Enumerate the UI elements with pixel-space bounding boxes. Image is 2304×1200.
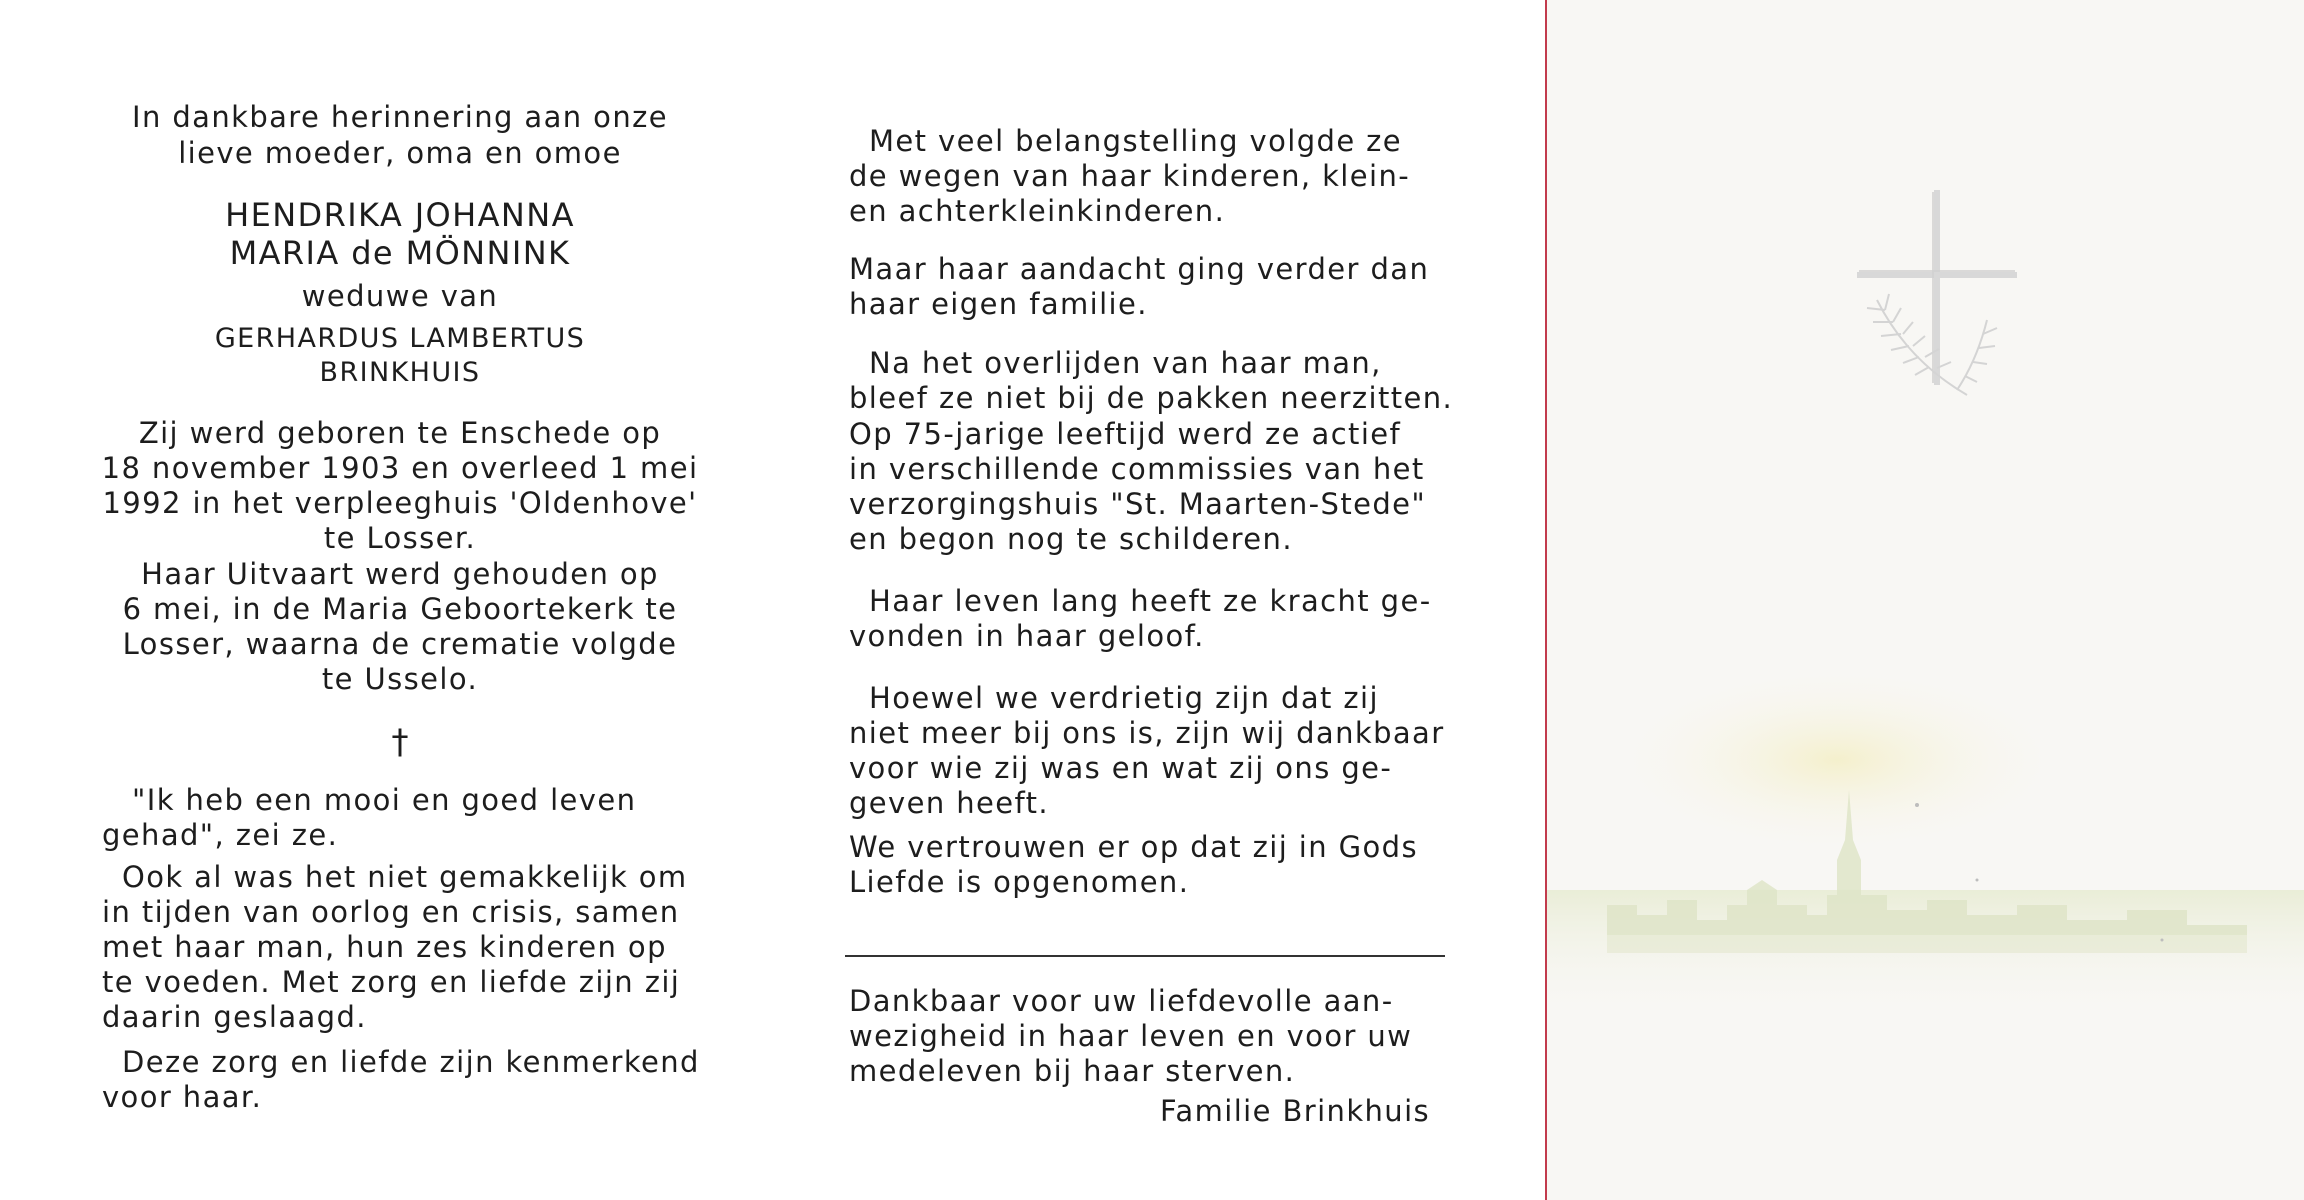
r-paragraph-3-line-1: Na het overlijden van haar man,	[869, 346, 1382, 380]
birth-death-line-1: Zij werd geboren te Enschede op	[138, 416, 662, 450]
quote-line-2: gehad", zei ze.	[102, 818, 339, 852]
r-paragraph-4-line-2: vonden in haar geloof.	[849, 619, 1205, 653]
r-paragraph-3-line-2: bleef ze niet bij de pakken neerzitten.	[849, 381, 1454, 415]
paragraph-1-line-3: met haar man, hun zes kinderen op	[102, 930, 667, 964]
funeral-line-2: 6 mei, in de Maria Geboortekerk te	[122, 592, 678, 626]
paragraph-1-line-2: in tijden van oorlog en crisis, samen	[102, 895, 680, 929]
r-paragraph-1-line-3: en achterkleinkinderen.	[849, 194, 1226, 228]
r-paragraph-3-line-5: verzorgingshuis "St. Maarten-Stede"	[849, 487, 1427, 521]
r-paragraph-3-line-3: Op 75-jarige leeftijd werd ze actief	[849, 417, 1402, 451]
funeral-line-4: te Usselo.	[321, 662, 479, 696]
r-paragraph-1-line-2: de wegen van haar kinderen, klein-	[849, 159, 1411, 193]
paragraph-1-line-5: daarin geslaagd.	[102, 1000, 367, 1034]
spouse-name-line-2: BRINKHUIS	[319, 357, 481, 388]
embossed-cross-icon	[1857, 190, 2017, 385]
funeral-line-3: Losser, waarna de crematie volgde	[122, 627, 678, 661]
deceased-name-line-1: HENDRIKA JOHANNA	[225, 196, 575, 234]
paragraph-2-line-1: Deze zorg en liefde zijn kenmerkend	[122, 1045, 700, 1079]
intro-line-1: In dankbare herinnering aan onze	[132, 100, 668, 134]
r-paragraph-5-line-4: geven heeft.	[849, 786, 1050, 820]
thanks-line-2: wezigheid in haar leven en voor uw	[849, 1019, 1413, 1053]
divider-line	[845, 955, 1445, 957]
paragraph-1-line-4: te voeden. Met zorg en liefde zijn zij	[102, 965, 681, 999]
cover-illustration	[1547, 0, 2304, 1200]
widow-of-label: weduwe van	[301, 279, 499, 313]
birth-death-line-3: 1992 in het verpleeghuis 'Oldenhove'	[102, 486, 698, 520]
r-paragraph-5-line-3: voor wie zij was en wat zij ons ge-	[849, 751, 1393, 785]
quote-line-1: "Ik heb een mooi en goed leven	[132, 783, 637, 817]
left-text-column	[90, 0, 710, 1200]
signature: Familie Brinkhuis	[1160, 1094, 1431, 1128]
paragraph-1-line-1: Ook al was het niet gemakkelijk om	[122, 860, 688, 894]
funeral-line-1: Haar Uitvaart werd gehouden op	[141, 557, 659, 591]
r-paragraph-5-line-1: Hoewel we verdrietig zijn dat zij	[869, 681, 1379, 715]
cross-symbol: †	[391, 722, 409, 762]
spouse-name-line-1: GERHARDUS LAMBERTUS	[214, 323, 586, 354]
palm-branch-icon	[1867, 294, 1997, 395]
r-paragraph-2-line-2: haar eigen familie.	[849, 287, 1148, 321]
card-cover-panel	[1547, 0, 2304, 1200]
right-text-column	[845, 0, 1465, 1200]
birth-death-line-2: 18 november 1903 en overleed 1 mei	[101, 451, 699, 485]
thanks-line-1: Dankbaar voor uw liefdevolle aan-	[849, 984, 1394, 1018]
intro-line-2: lieve moeder, oma en omoe	[178, 136, 622, 170]
r-paragraph-3-line-4: in verschillende commissies van het	[849, 452, 1425, 486]
r-paragraph-1-line-1: Met veel belangstelling volgde ze	[869, 124, 1403, 158]
paragraph-2-line-2: voor haar.	[102, 1080, 263, 1114]
r-paragraph-2-line-1: Maar haar aandacht ging verder dan	[849, 252, 1430, 286]
birth-death-line-4: te Losser.	[323, 521, 477, 555]
r-paragraph-4-line-1: Haar leven lang heeft ze kracht ge-	[869, 584, 1432, 618]
r-paragraph-6-line-2: Liefde is opgenomen.	[849, 865, 1190, 899]
r-paragraph-3-line-6: en begon nog te schilderen.	[849, 522, 1293, 556]
r-paragraph-5-line-2: niet meer bij ons is, zijn wij dankbaar	[849, 716, 1445, 750]
r-paragraph-6-line-1: We vertrouwen er op dat zij in Gods	[849, 830, 1418, 864]
thanks-line-3: medeleven bij haar sterven.	[849, 1054, 1296, 1088]
deceased-name-line-2: MARIA de MÖNNINK	[229, 234, 571, 272]
